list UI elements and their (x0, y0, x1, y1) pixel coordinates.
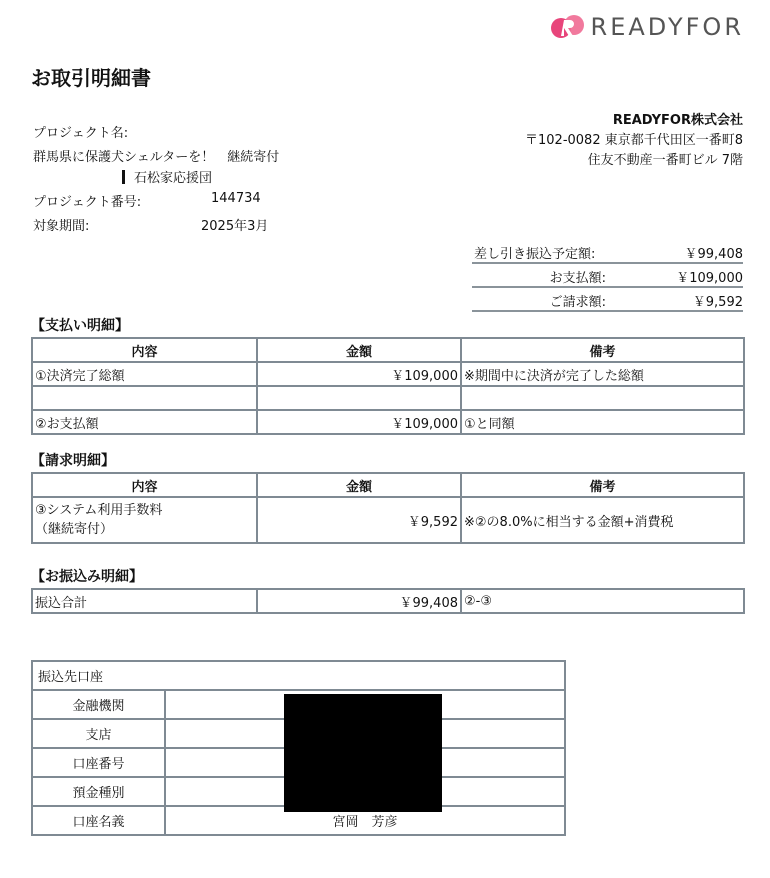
summary-row (472, 240, 743, 264)
note-cell: ②-③ (461, 589, 744, 613)
period-label: 対象期間: (33, 219, 90, 234)
summary-label: 差し引き振込予定額: (474, 247, 596, 262)
item-line1: ③システム利用手数料 (35, 503, 163, 518)
note-cell: ①と同額 (461, 410, 744, 434)
project-name-line2-wrap (122, 167, 212, 186)
logo-text: READYFOR (590, 13, 744, 41)
readyfor-logo (551, 12, 744, 42)
bank-value: 宮岡 芳彦 (165, 806, 565, 835)
table-row (32, 497, 744, 543)
item-cell (32, 497, 257, 543)
payment-heading: 【支払い明細】 (31, 318, 129, 334)
company-address2: 住友不動産一番町ビル 7階 (587, 153, 743, 168)
billing-table (31, 472, 745, 544)
readyfor-logo-icon (551, 12, 585, 42)
amount-cell: ￥9,592 (257, 497, 461, 543)
bank-label: 口座名義 (32, 806, 165, 835)
billing-heading: 【請求明細】 (31, 453, 115, 469)
col-header: 金額 (257, 473, 461, 497)
bank-label: 支店 (32, 719, 165, 748)
summary-value: ￥9,592 (692, 295, 743, 310)
transfer-heading: 【お振込み明細】 (31, 569, 143, 585)
note-cell: ※期間中に決済が完了した総額 (461, 362, 744, 386)
project-number-value: 144734 (211, 191, 261, 206)
project-name-line2: 石松家応援団 (134, 171, 213, 186)
transfer-table (31, 588, 745, 614)
company-name: READYFOR株式会社 (612, 113, 743, 128)
summary-value: ￥99,408 (684, 247, 743, 262)
col-header: 金額 (257, 338, 461, 362)
summary-row (472, 264, 743, 288)
item-line2: （継続寄付） (35, 522, 114, 537)
project-name-label: プロジェクト名: (33, 126, 129, 141)
item-cell: 振込合計 (32, 589, 257, 613)
project-number-label: プロジェクト番号: (33, 195, 142, 210)
company-address1: 〒102-0082 東京都千代田区一番町8 (525, 133, 743, 148)
bank-title: 振込先口座 (32, 661, 565, 690)
spacer-row (32, 386, 744, 410)
note-cell: ※②の8.0%に相当する金額+消費税 (461, 497, 744, 543)
table-row (32, 362, 744, 386)
col-header: 内容 (32, 338, 257, 362)
summary-label: お支払額: (549, 271, 606, 286)
project-name-line1: 群馬県に保護犬シェルターを！ 継続寄付 (33, 150, 280, 165)
bank-label: 口座番号 (32, 748, 165, 777)
bank-label: 預金種別 (32, 777, 165, 806)
amount-cell: ￥109,000 (257, 362, 461, 386)
summary-label: ご請求額: (549, 295, 606, 310)
bank-label: 金融機関 (32, 690, 165, 719)
summary-value: ￥109,000 (676, 271, 743, 286)
table-row (32, 410, 744, 434)
table-row (32, 589, 744, 613)
col-header: 内容 (32, 473, 257, 497)
payment-table (31, 337, 745, 435)
amount-cell: ￥99,408 (257, 589, 461, 613)
col-header: 備考 (461, 338, 744, 362)
bar-mark (122, 170, 125, 184)
redaction-box (284, 694, 442, 812)
col-header: 備考 (461, 473, 744, 497)
item-cell: ②お支払額 (32, 410, 257, 434)
amount-cell: ￥109,000 (257, 410, 461, 434)
document-title: お取引明細書 (31, 66, 151, 90)
period-value: 2025年3月 (201, 219, 269, 234)
summary-row (472, 288, 743, 312)
item-cell: ①決済完了総額 (32, 362, 257, 386)
